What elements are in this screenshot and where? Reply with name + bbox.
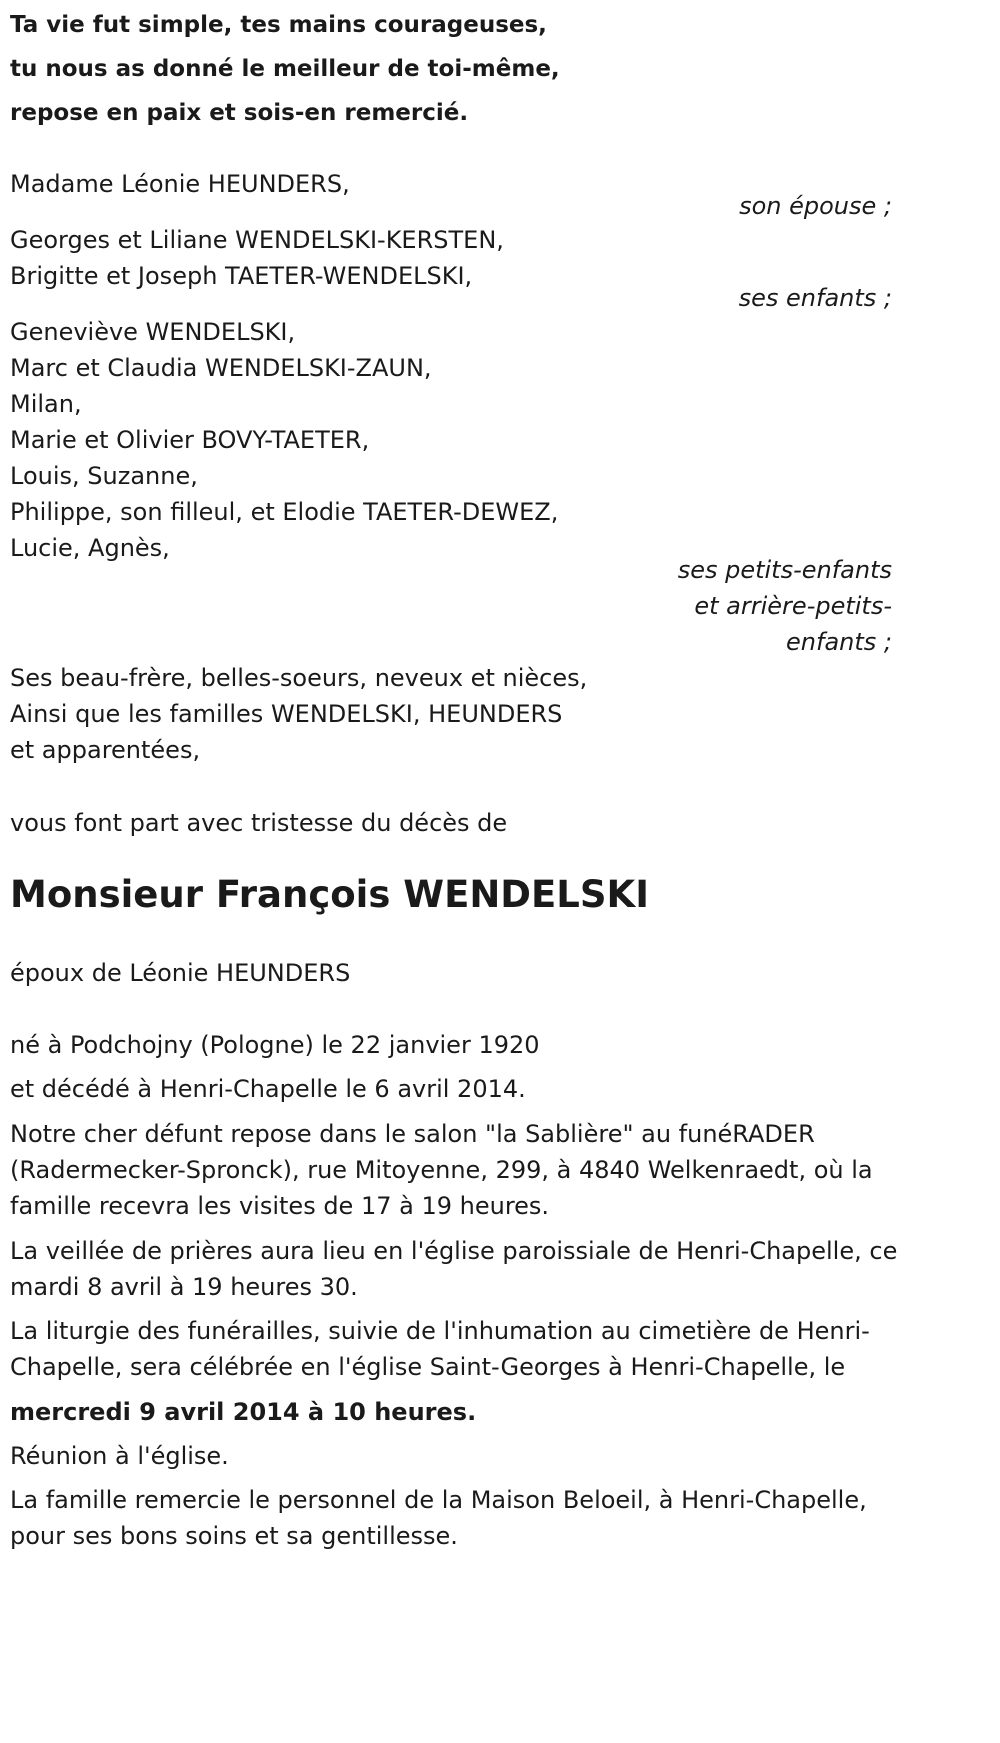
- grandchild-name: Marie et Olivier BOVY-TAETER,: [10, 426, 370, 454]
- spouse-names: [10, 166, 350, 202]
- grandchild-name: Philippe, son filleul, et Elodie TAETER-DEWEZ,: [10, 498, 559, 526]
- spouse-name: Madame Léonie HEUNDERS,: [10, 170, 350, 198]
- death-line: et décédé à Henri-Chapelle le 6 avril 2014.: [10, 1075, 526, 1103]
- thanks-paragraph: La famille remercie le personnel de la Maison Beloeil, à Henri-Chapelle, pour ses bons soins et sa gentillesse.: [10, 1486, 867, 1550]
- grandchild-name: Marc et Claudia WENDELSKI-ZAUN,: [10, 354, 432, 382]
- grandchildren-relation: [678, 552, 892, 660]
- funeral-date: mercredi 9 avril 2014 à 10 heures.: [10, 1398, 477, 1426]
- other-relatives-line: Ainsi que les familles WENDELSKI, HEUNDERS: [10, 700, 563, 728]
- birth-line: né à Podchojny (Pologne) le 22 janvier 1920: [10, 1031, 540, 1059]
- poem-line-1: Ta vie fut simple, tes mains courageuses,: [10, 12, 547, 38]
- grandchild-name: Lucie, Agnès,: [10, 534, 170, 562]
- visitation-paragraph: Notre cher défunt repose dans le salon "la Sablière" au funéRADER (Radermecker-Spronck), rue Mitoyenne, 299, à 4840 Welkenraedt, où la famille recevra les visites de 17 à 19 heures.: [10, 1120, 873, 1220]
- children-names: [10, 222, 504, 294]
- grandchild-name: Louis, Suzanne,: [10, 462, 198, 490]
- grandchildren-relation-line: ses petits-enfants: [677, 556, 892, 584]
- meeting-line: Réunion à l'église.: [10, 1442, 229, 1470]
- child-name: Georges et Liliane WENDELSKI-KERSTEN,: [10, 226, 504, 254]
- grandchild-name: Milan,: [10, 390, 82, 418]
- grandchildren-relation-line: et arrière-petits-: [694, 592, 892, 620]
- vigil-paragraph: La veillée de prières aura lieu en l'église paroissiale de Henri-Chapelle, ce mardi 8 avril à 19 heures 30.: [10, 1237, 898, 1301]
- deceased-name: Monsieur François WENDELSKI: [10, 873, 649, 916]
- other-relatives: [10, 660, 587, 768]
- other-relatives-line: Ses beau-frère, belles-soeurs, neveux et nièces,: [10, 664, 588, 692]
- spouse-relation: son épouse ;: [739, 192, 892, 220]
- grandchildren-names: [10, 314, 558, 566]
- poem-line-3: repose en paix et sois-en remercié.: [10, 100, 469, 126]
- funeral-paragraph: La liturgie des funérailles, suivie de l'inhumation au cimetière de Henri-Chapelle, sera célébrée en l'église Saint-Georges à Henri-Chapelle, le: [10, 1317, 870, 1381]
- grandchildren-relation-line: enfants ;: [786, 628, 892, 656]
- poem-line-2: tu nous as donné le meilleur de toi-même,: [10, 56, 560, 82]
- children-relation: ses enfants ;: [738, 284, 892, 312]
- grandchild-name: Geneviève WENDELSKI,: [10, 318, 296, 346]
- deceased-spouse-line: époux de Léonie HEUNDERS: [10, 959, 351, 987]
- child-name: Brigitte et Joseph TAETER-WENDELSKI,: [10, 262, 473, 290]
- poem: [10, 3, 560, 135]
- other-relatives-line: et apparentées,: [10, 736, 201, 764]
- announcement-text: vous font part avec tristesse du décès de: [10, 809, 508, 837]
